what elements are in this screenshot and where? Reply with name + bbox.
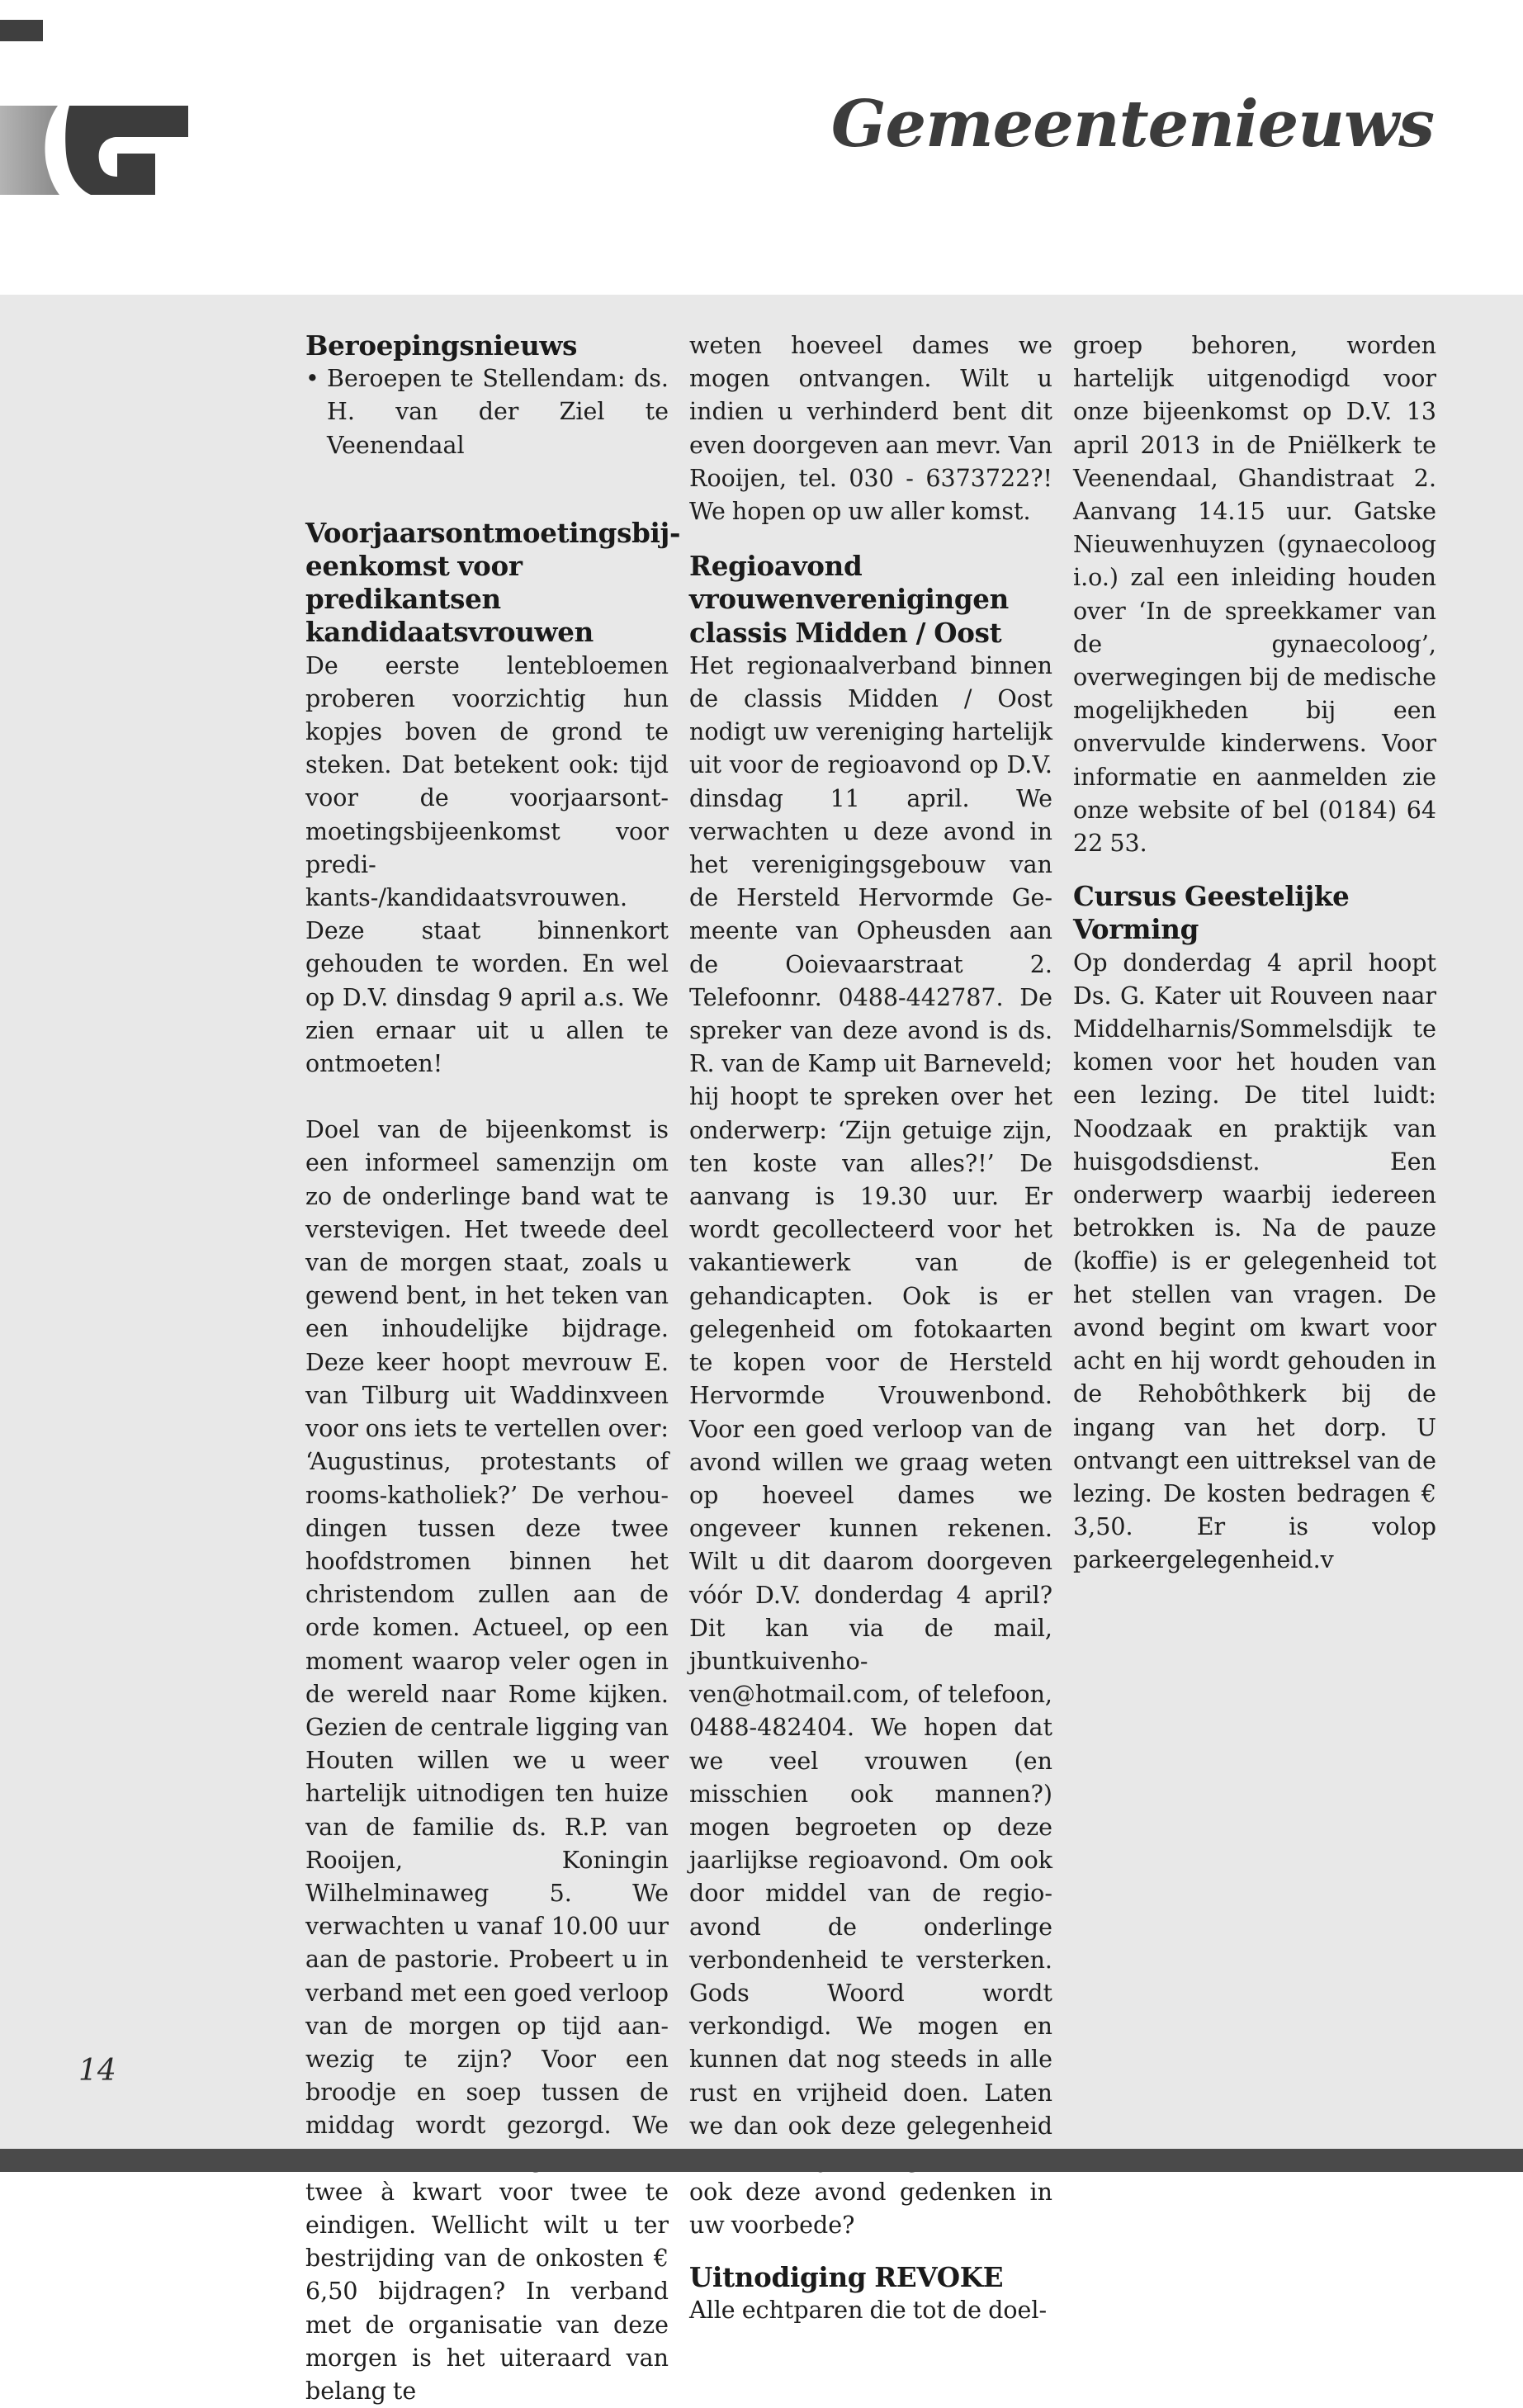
paragraph: Het regionaalverband binnen de classis Midden / Oost nodigt uw vereniging hartelijk uit voor de regioavond op D.V. dinsdag 11 april. We verwachten u deze avond in het verenigingsgebouw van de Hersteld Hervormde Gemeente van Opheusden aan de Ooievaarstraat 2. Telefoonnr. 0488-442787. De spreker van deze avond is ds. R. van de Kamp uit Barneveld; hij hoopt te spreken over het onderwerp: ‘Zijn getuige zijn, ten koste van alles?!’ De aanvang is 19.30 uur. Er wordt gecollecteerd voor het vakantiewerk van de gehandicapten. Ook is er gelegenheid om fotokaarten te kopen voor de Hersteld Hervormde Vrouwenbond. Voor een goed verloop van de avond willen we graag weten op hoeveel dames we ongeveer kunnen rekenen. Wilt u dit daarom doorgeven vóór D.V. donderdag 4 april? Dit kan via de mail, jbuntkuivenhoven@hotmail.com, of telefoon, 0488-482404. We hopen dat we veel vrouwen (en misschien ook mannen?) mogen begroeten op deze jaarlijkse regioavond. Om ook door middel van de regioavond de onderlinge verbondenheid te versterken. Gods Woord wordt verkondigd. We mogen en kunnen dat nog steeds in alle rust en vrijheid doen. Laten we dan ook deze gelegenheid ook deze avond gedenken in uw voorbede?	[689, 651, 1052, 2240]
paragraph: Op donderdag 4 april hoopt Ds. G. Kater uit Rouveen naar Middelharnis/Sommelsdijk te komen voor het houden van een lezing. De titel luidt: Noodzaak en praktijk van huisgodsdienst. Een onderwerp waarbij iedereen betrokken is. Na de pauze (koffie) is er gelegenheid tot het stellen van vragen. De avond begint om kwart voor acht en hij wordt gehouden in de Rehobôthkerk bij de ingang van het dorp. U ontvangt een uittreksel van de lezing. De kosten bedragen € 3,50. Er is volop parkeergelegenheid.v	[1073, 949, 1436, 1574]
heading-regioavond: Regioavond vrouwenverenigingen classis Midden / Oost	[689, 550, 1009, 649]
list-item	[305, 362, 669, 462]
paragraph: Alle echtparen die tot de doel-	[689, 2296, 1048, 2324]
paragraph: De eerste lentebloemen proberen voorzichtig hun kopjes boven de grond te steken. Dat betekent ook: tijd voor de voorjaarsontmoetingsbijeenkomst voor predikants-/kandidaatsvrouwen. Deze staat binnenkort gehouden te worden. En wel op D.V. dinsdag 9 april a.s. We zien ernaar uit u allen te ontmoeten!	[305, 651, 669, 1078]
column-1	[305, 329, 681, 2408]
bottom-accent-bar	[0, 2149, 1523, 2172]
heading-uitnodiging-revoke: Uitnodiging REVOKE	[689, 2260, 1004, 2293]
list-item-text: Beroepen te Stellendam: ds. H. van der Ziel te Veenendaal	[327, 365, 669, 459]
heading-voorjaarsontmoeting: Voorjaarsontmoetingsbijeenkomst voor predikantsen kandidaatsvrouwen	[305, 516, 681, 649]
article-area	[0, 295, 1523, 2405]
heading-cursus-geestelijke-vorming: Cursus Geestelijke Vorming	[1073, 880, 1350, 946]
heading-beroepingsnieuws: Beroepingsnieuws	[305, 329, 578, 362]
page-number: 14	[78, 2054, 116, 2088]
column-3	[1073, 329, 1436, 1578]
top-accent-bar	[0, 20, 43, 41]
paragraph: Doel van de bijeenkomst is een informeel samenzijn om zo de onderlinge band wat te verstevigen. Het tweede deel van de morgen staat, zoals u gewend bent, in het teken van een inhoudelijke bijdrage. Deze keer hoopt mevrouw E. van Tilburg uit Waddinxveen voor ons iets te vertellen over: ‘Augustinus, protestants of rooms-katholiek?’ De verhoudingen tussen deze twee hoofdstromen binnen het christendom zullen aan de orde komen. Actueel, op een moment waarop veler ogen in de wereld naar Rome kijken. Gezien de centrale ligging van Houten willen we u weer hartelijk uitnodigen ten huize van de familie ds. R.P. van Rooijen, Koningin Wilhelminaweg 5. We verwachten u vanaf 10.00 uur aan de pastorie. Probeert u in verband met een goed verloop van de morgen op tijd aanwezig te zijn? Voor een broodje en soep tussen de middag wordt gezorgd. We twee à kwart voor twee te eindigen. Wellicht wilt u ter bestrijding van de onkosten € 6,50 bijdragen? In verband met de organisatie van deze morgen is het uiteraard van belang te	[305, 1116, 669, 2405]
paragraph: weten hoeveel dames we mogen ontvangen. Wilt u indien u verhinderd bent dit even doorgeven aan mevr. Van Rooijen, tel. 030 - 6373722?! We hopen op uw aller komst.	[689, 332, 1052, 526]
paragraph: groep behoren, worden hartelijk uitgenodigd voor onze bijeenkomst op D.V. 13 april 2013 in de Pniëlkerk te Veenendaal, Ghandistraat 2. Aanvang 14.15 uur. Gatske Nieuwenhuyzen (gynaecoloog i.o.) zal een inleiding houden over ‘In de spreekkamer van de gynaecoloog’, overwegingen bij de medische mogelijkheden bij een onvervulde kinderwens. Voor informatie en aanmelden zie onze website of bel (0184) 64 22 53.	[1073, 332, 1436, 858]
section-title: Gemeentenieuws	[830, 87, 1434, 162]
bullet-icon: •	[305, 365, 319, 393]
section-logo-icon	[0, 106, 190, 195]
column-2	[689, 329, 1052, 2327]
